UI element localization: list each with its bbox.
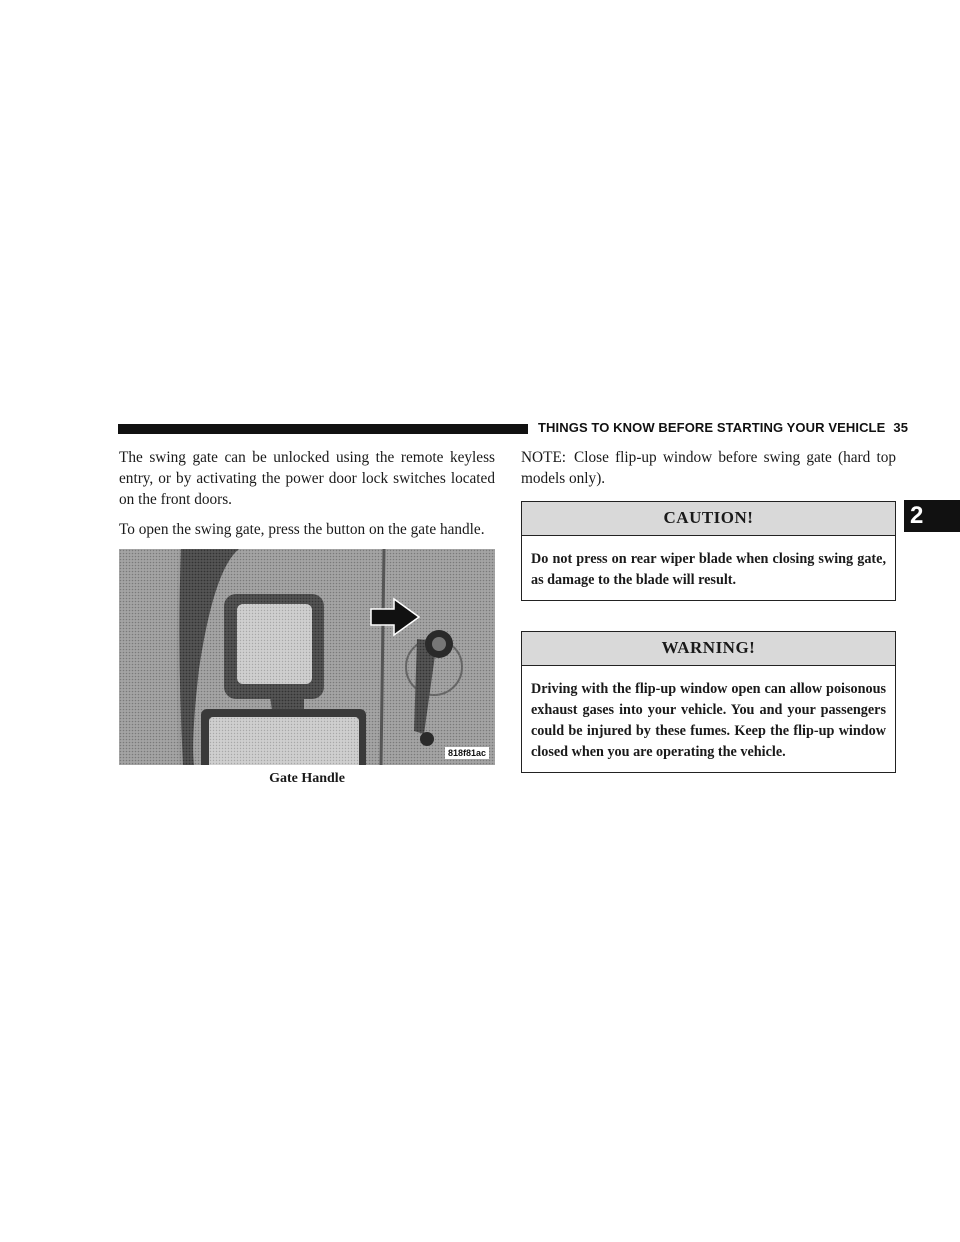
page-number: 35: [893, 420, 909, 435]
note-paragraph: [521, 447, 896, 489]
gate-handle-figure: [119, 549, 495, 765]
gate-handle-illustration: [119, 549, 495, 765]
header-rule: [118, 424, 528, 434]
warning-box: [521, 631, 896, 773]
warning-title: WARNING!: [522, 632, 895, 666]
caution-text: Do not press on rear wiper blade when closing swing gate, as damage to the blade will result.: [531, 551, 886, 588]
note-label: NOTE:: [521, 449, 567, 466]
caution-box: [521, 501, 896, 601]
figure-code: 818f81ac: [445, 747, 489, 759]
figure-caption: Gate Handle: [269, 771, 345, 786]
warning-text: Driving with the flip-up window open can allow poisonous exhaust gases into your vehicle. You and your passengers could be injured by these fumes. Keep the flip-up window closed when you are operating the vehicle.: [531, 681, 886, 760]
left-column: [119, 447, 495, 787]
caution-title: CAUTION!: [522, 502, 895, 536]
running-header: [538, 420, 908, 435]
paragraph-open: To open the swing gate, press the button on the gate handle.: [119, 521, 485, 538]
chapter-tab[interactable]: 2: [904, 500, 960, 532]
note-text: Close flip-up window before swing gate (hard top models only).: [521, 449, 896, 487]
section-title: THINGS TO KNOW BEFORE STARTING YOUR VEHICLE: [538, 420, 886, 435]
right-column: [521, 447, 896, 773]
paragraph-unlock: The swing gate can be unlocked using the remote keyless entry, or by activating the power door lock switches located on the front doors.: [119, 449, 495, 508]
